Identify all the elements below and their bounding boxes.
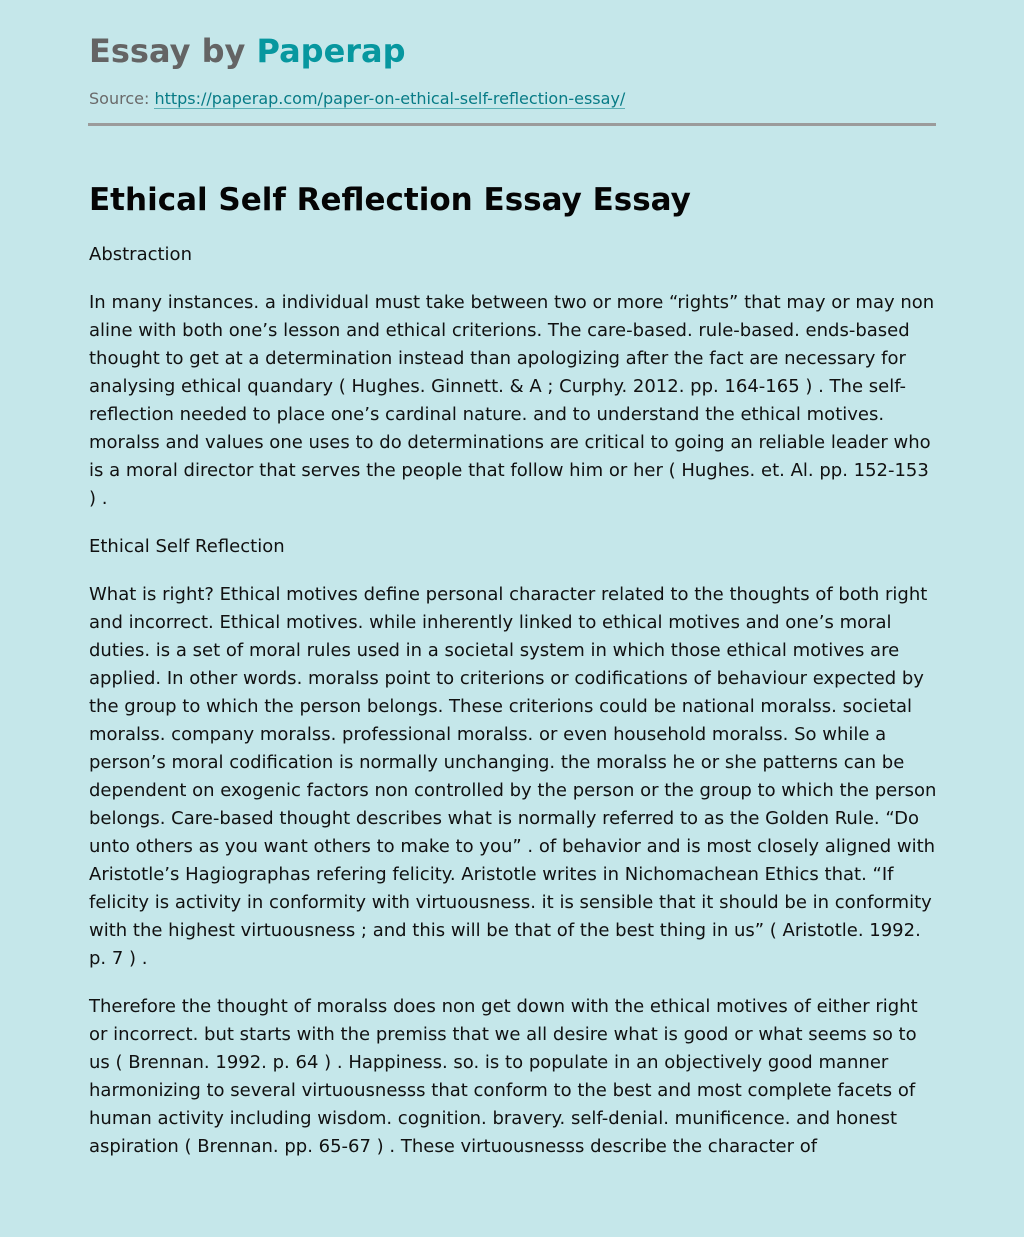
paragraph-abstract: In many instances. a individual must take between two or more “rights” that may or may non aline with both one’s lesson and ethical criterions. The care-based. rule-based. ends-based thought to get at a determination instead than apologizing after the fact are necessary for analysing ethical quandary ( Hughes. Ginnett. & A ; Curphy. 2012. pp. 164-165 ) . The self-reflection needed to place one’s cardinal nature. and to understand the ethical motives. moralss and values one uses to do determinations are critical to going an reliable leader who is a moral director that serves the people that follow him or her ( Hughes. et. Al. pp. 152-153 ) . — [89, 292, 935, 509]
header-divider — [88, 123, 936, 126]
paragraph-therefore: Therefore the thought of moralss does non get down with the ethical motives of either right or incorrect. but starts with the premiss that we all desire what is good or what seems so to us ( Brennan. 1992. p. 64 ) . Happiness. so. is to populate in an objectively good manner harmonizing to several virtuousnesss that conform to the best and most complete facets of human activity including wisdom. cognition. bravery. self-denial. munificence. and honest aspiration ( Brennan. pp. 65-67 ) . These virtuousnesss describe the character of — [89, 996, 918, 1157]
section-heading-abstraction: Abstraction — [89, 244, 192, 265]
brand-prefix: Essay by — [89, 32, 257, 70]
essay-body — [89, 241, 939, 1181]
source-line — [89, 88, 625, 110]
paragraph-what-is-right: What is right? Ethical motives define personal character related to the thoughts of both right and incorrect. Ethical motives. while inherently linked to ethical motives and one’s moral duties. is a set of moral rules used in a societal system in which those ethical motives are applied. In other words. moralss point to criterions or codifications of behaviour expected by the group to which the person belongs. These criterions could be national moralss. societal moralss. company moralss. professional moralss. or even household moralss. So while a person’s moral codification is normally unchanging. the moralss he or she patterns can be dependent on exogenic factors non controlled by the person or the group to which the person belongs. Care-based thought describes what is normally referred to as the Golden Rule. “Do unto others as you want others to make to you” . of behavior and is most closely aligned with Aristotle’s Hagiographas refering felicity. Aristotle writes in Nichomachean Ethics that. “If felicity is activity in conformity with virtuousness. it is sensible that it should be in conformity with the highest virtuousness ; and this will be that of the best thing in us” ( Aristotle. 1992. p. 7 ) . — [89, 584, 937, 969]
section-heading-ethical-self-reflection: Ethical Self Reflection — [89, 536, 285, 557]
source-label: Source: — [89, 89, 150, 108]
site-brand — [89, 30, 406, 72]
brand-name: Paperap — [256, 32, 406, 70]
essay-title: Ethical Self Reflection Essay Essay — [89, 182, 691, 218]
source-link[interactable]: https://paperap.com/paper-on-ethical-self-reflection-essay/ — [154, 89, 626, 108]
